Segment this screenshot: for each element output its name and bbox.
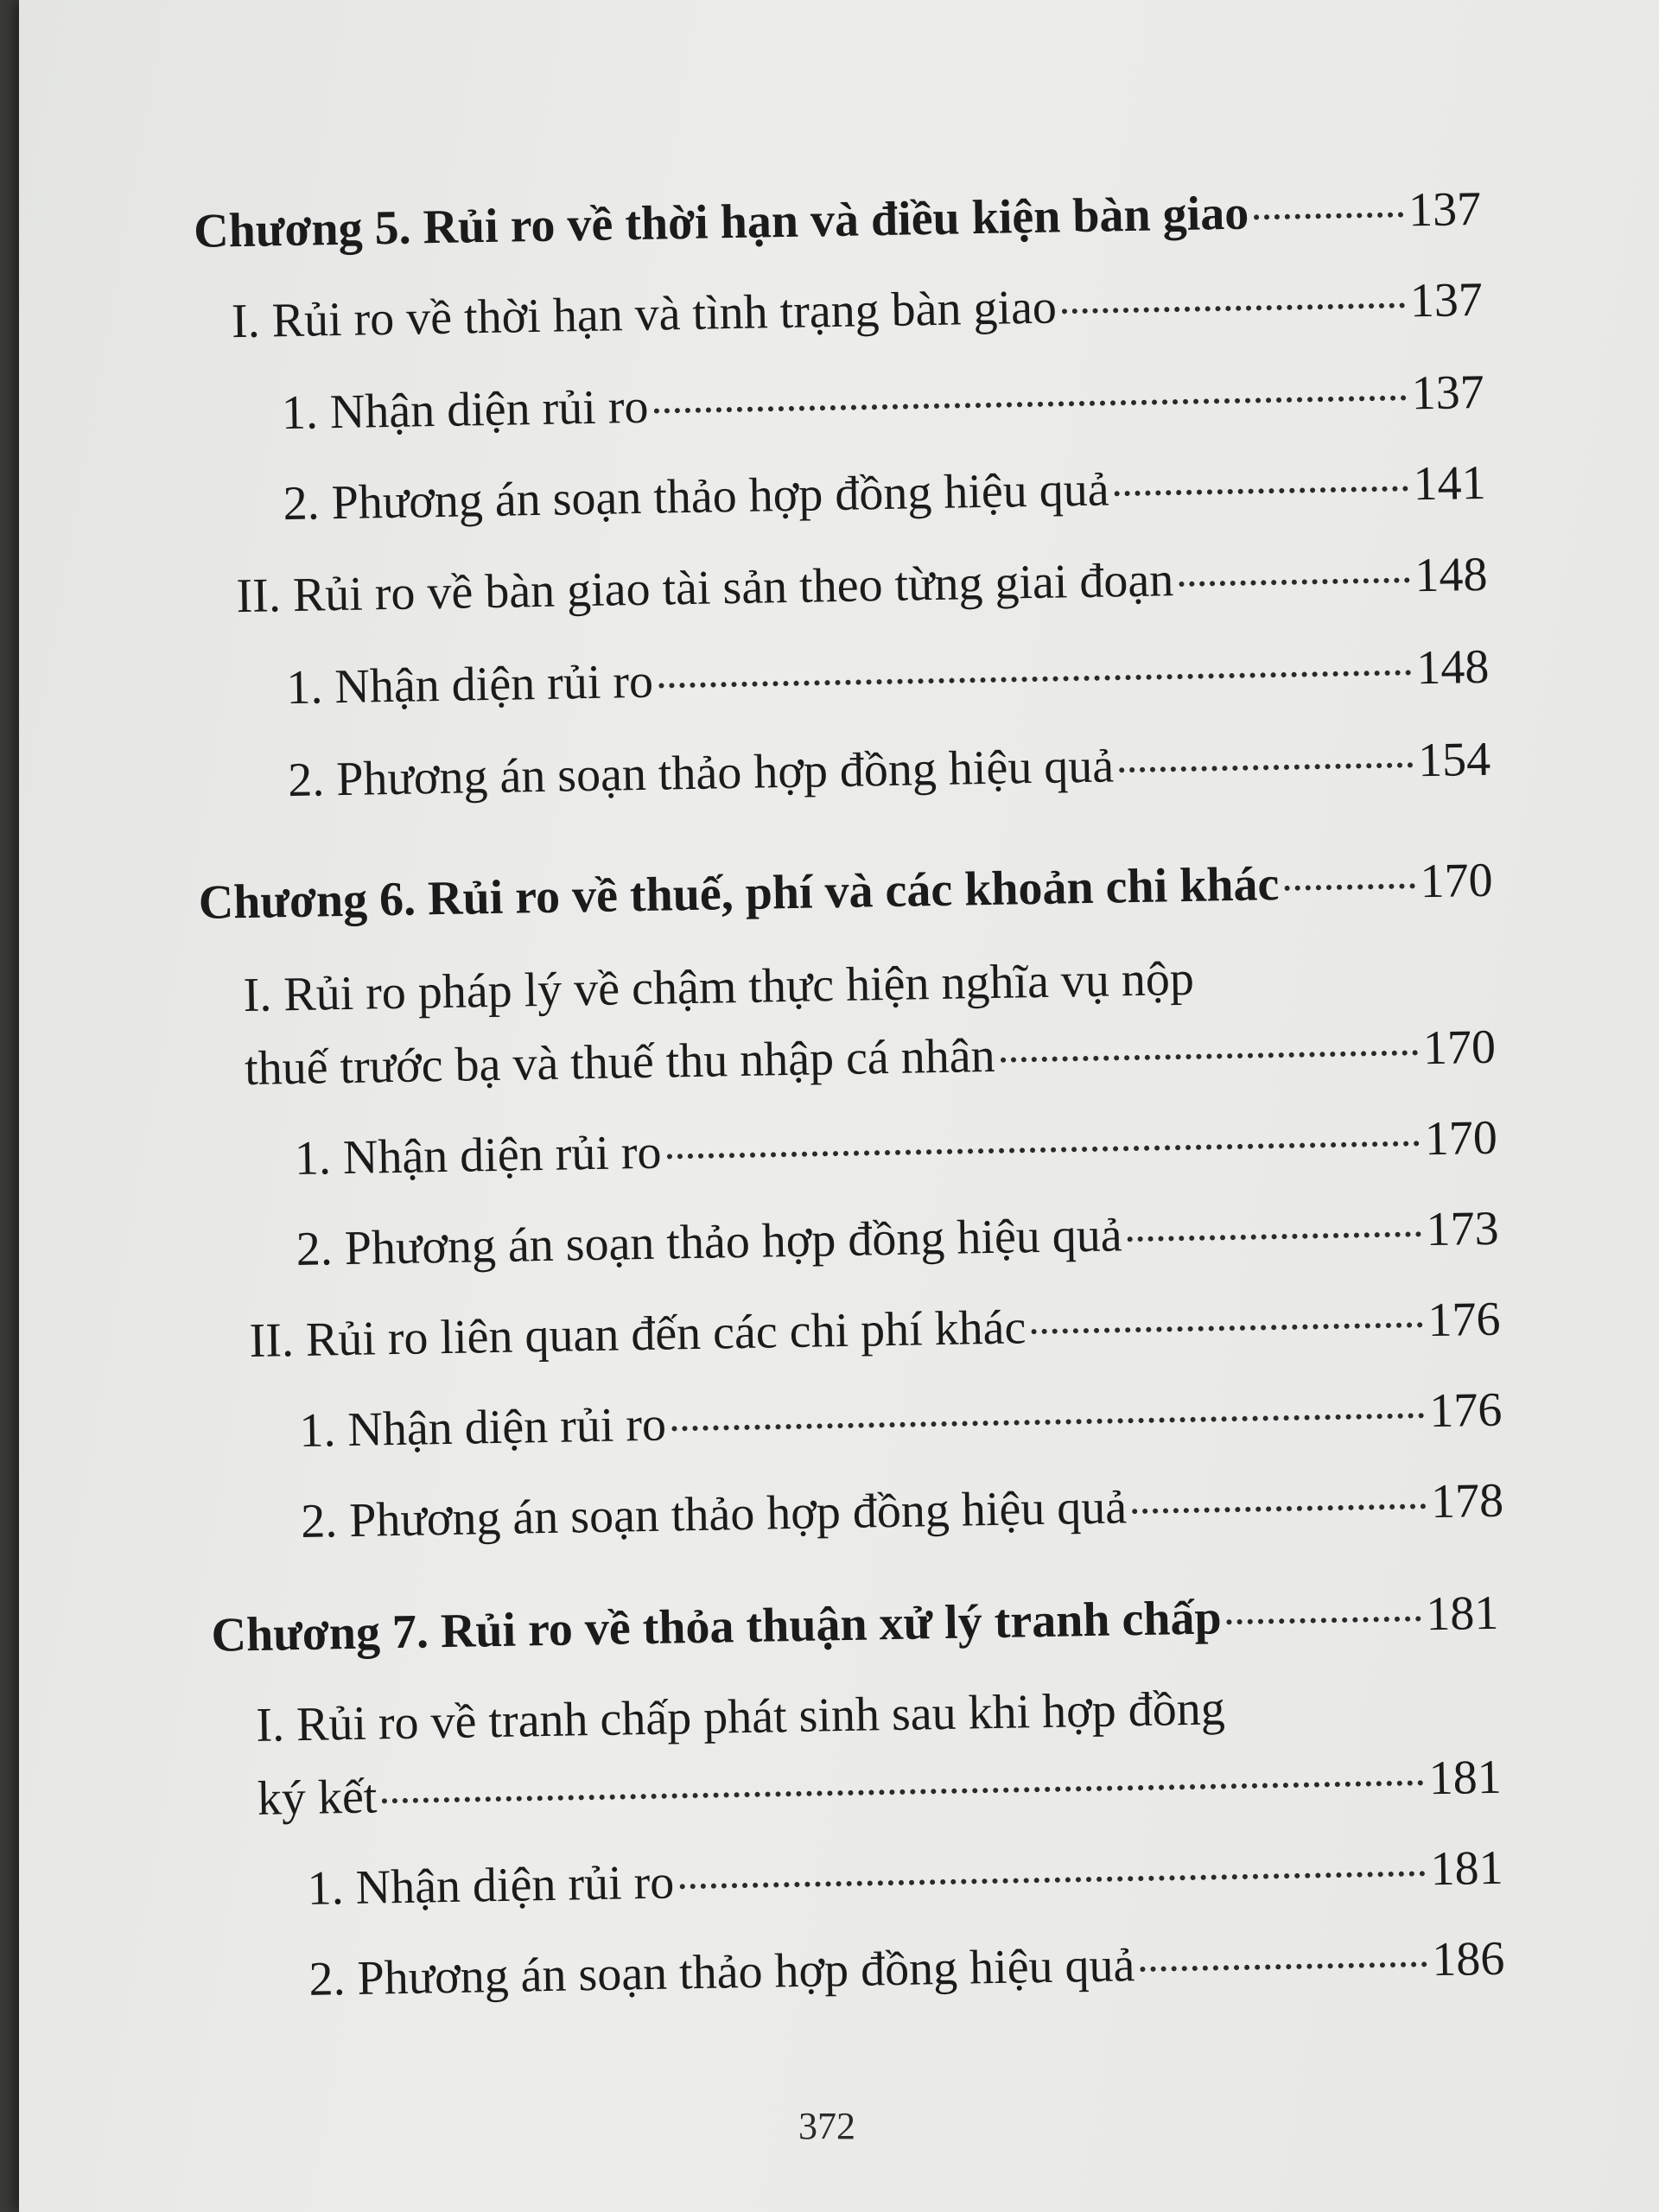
dot-leader bbox=[1132, 1503, 1426, 1514]
toc-entry-title: 2. Phương án soạn thảo hợp đồng hiệu quả bbox=[296, 1208, 1123, 1277]
toc-entry-section[interactable] bbox=[249, 1294, 1501, 1369]
toc-entry-page: 148 bbox=[1415, 639, 1490, 696]
toc-entry-title: 1. Nhận diện rủi ro bbox=[285, 654, 654, 715]
toc-entry-title: II. Rủi ro về bàn giao tài sản theo từng giai đoạn bbox=[236, 553, 1174, 624]
toc-entry-section[interactable] bbox=[257, 1751, 1502, 1827]
toc-entry-item[interactable] bbox=[301, 1475, 1504, 1549]
dot-leader bbox=[1115, 486, 1408, 496]
toc-entry-chapter-5[interactable] bbox=[194, 183, 1482, 259]
toc-entry-item[interactable] bbox=[281, 366, 1484, 441]
toc-entry-title: thuế trước bạ và thuế thu nhập cá nhân bbox=[244, 1028, 996, 1096]
toc-entry-page: 148 bbox=[1414, 547, 1488, 603]
toc-entry-title: Chương 5. Rủi ro về thời hạn và điều kiện bàn giao bbox=[193, 186, 1249, 258]
toc-entry-section[interactable] bbox=[232, 274, 1484, 349]
dot-leader bbox=[671, 1413, 1424, 1431]
dot-leader bbox=[1254, 212, 1403, 219]
dot-leader bbox=[1284, 883, 1414, 891]
dot-leader bbox=[1140, 1961, 1427, 1972]
dot-leader bbox=[1062, 302, 1405, 314]
dot-leader bbox=[1128, 1231, 1421, 1242]
dot-leader bbox=[679, 1871, 1425, 1889]
toc-entry-title: Chương 7. Rủi ro về thỏa thuận xử lý tranh chấp bbox=[211, 1591, 1223, 1662]
toc-entry-page: 181 bbox=[1428, 1750, 1503, 1806]
toc-entry-page: 137 bbox=[1408, 181, 1482, 238]
dot-leader bbox=[1119, 762, 1413, 772]
toc-entry-item[interactable] bbox=[283, 457, 1486, 531]
toc-entry-item[interactable] bbox=[307, 1842, 1503, 1916]
toc-entry-title: 1. Nhận diện rủi ro bbox=[298, 1397, 667, 1458]
toc-entry-title: Chương 6. Rủi ro về thuế, phí và các khoản chi khác bbox=[198, 857, 1280, 930]
toc-entry-title: 1. Nhận diện rủi ro bbox=[281, 379, 649, 441]
toc-entry-page: 137 bbox=[1409, 272, 1484, 328]
toc-entry-title: 1. Nhận diện rủi ro bbox=[307, 1855, 675, 1916]
toc-entry-item[interactable] bbox=[308, 1933, 1505, 2007]
toc-entry-page: 178 bbox=[1430, 1473, 1504, 1529]
toc-entry-page: 137 bbox=[1411, 365, 1485, 421]
toc-entry-page: 170 bbox=[1424, 1110, 1498, 1166]
dot-leader bbox=[1179, 577, 1409, 587]
toc-entry-chapter-7[interactable] bbox=[211, 1587, 1499, 1663]
toc-entry-title: 1. Nhận diện rủi ro bbox=[294, 1125, 663, 1186]
toc-entry-title: 2. Phương án soạn thảo hợp đồng hiệu quả bbox=[287, 739, 1115, 808]
toc-entry-page: 141 bbox=[1412, 455, 1487, 512]
toc-entry-title: ký kết bbox=[257, 1770, 378, 1826]
toc-entry-section[interactable] bbox=[236, 549, 1488, 624]
toc-entry-title: II. Rủi ro liên quan đến các chi phí khác bbox=[249, 1300, 1027, 1368]
toc-entry-title: 2. Phương án soạn thảo hợp đồng hiệu quả bbox=[308, 1938, 1135, 2006]
toc-entry-title-line1: I. Rủi ro pháp lý về chậm thực hiện nghĩa vụ nộp bbox=[243, 951, 1195, 1023]
toc-entry-title: 2. Phương án soạn thảo hợp đồng hiệu quả bbox=[283, 462, 1110, 531]
toc-entry-page: 170 bbox=[1420, 853, 1494, 909]
toc-entry-page: 173 bbox=[1426, 1201, 1500, 1257]
toc-entry-page: 176 bbox=[1427, 1292, 1501, 1348]
dot-leader bbox=[667, 1141, 1420, 1159]
table-of-contents bbox=[19, 0, 1659, 2212]
toc-entry-page: 186 bbox=[1431, 1931, 1505, 1987]
page-number: 372 bbox=[798, 2105, 855, 2147]
toc-entry-item[interactable] bbox=[296, 1203, 1499, 1277]
toc-entry-page: 181 bbox=[1429, 1840, 1504, 1897]
dot-leader bbox=[653, 395, 1406, 413]
toc-entry-title: I. Rủi ro về thời hạn và tình trạng bàn giao bbox=[231, 280, 1058, 349]
toc-entry-page: 170 bbox=[1422, 1020, 1497, 1076]
dot-leader bbox=[1227, 1616, 1421, 1624]
toc-entry-page: 154 bbox=[1417, 732, 1491, 788]
dot-leader bbox=[658, 670, 1411, 688]
toc-entry-page: 181 bbox=[1425, 1586, 1499, 1642]
toc-entry-title-line1: I. Rủi ro về tranh chấp phát sinh sau khi hợp đồng bbox=[255, 1681, 1226, 1752]
toc-entry-section[interactable] bbox=[245, 1021, 1497, 1096]
toc-entry-page: 176 bbox=[1428, 1382, 1503, 1439]
dot-leader bbox=[382, 1780, 1423, 1803]
toc-entry-item[interactable] bbox=[294, 1112, 1497, 1186]
book-page bbox=[19, 0, 1659, 2212]
dot-leader bbox=[1031, 1322, 1422, 1334]
toc-entry-item[interactable] bbox=[288, 734, 1491, 808]
toc-entry-item[interactable] bbox=[286, 641, 1490, 715]
toc-entry-item[interactable] bbox=[299, 1384, 1503, 1459]
dot-leader bbox=[1001, 1050, 1418, 1062]
toc-entry-title: 2. Phương án soạn thảo hợp đồng hiệu quả bbox=[300, 1480, 1128, 1548]
toc-entry-chapter-6[interactable] bbox=[198, 855, 1493, 931]
